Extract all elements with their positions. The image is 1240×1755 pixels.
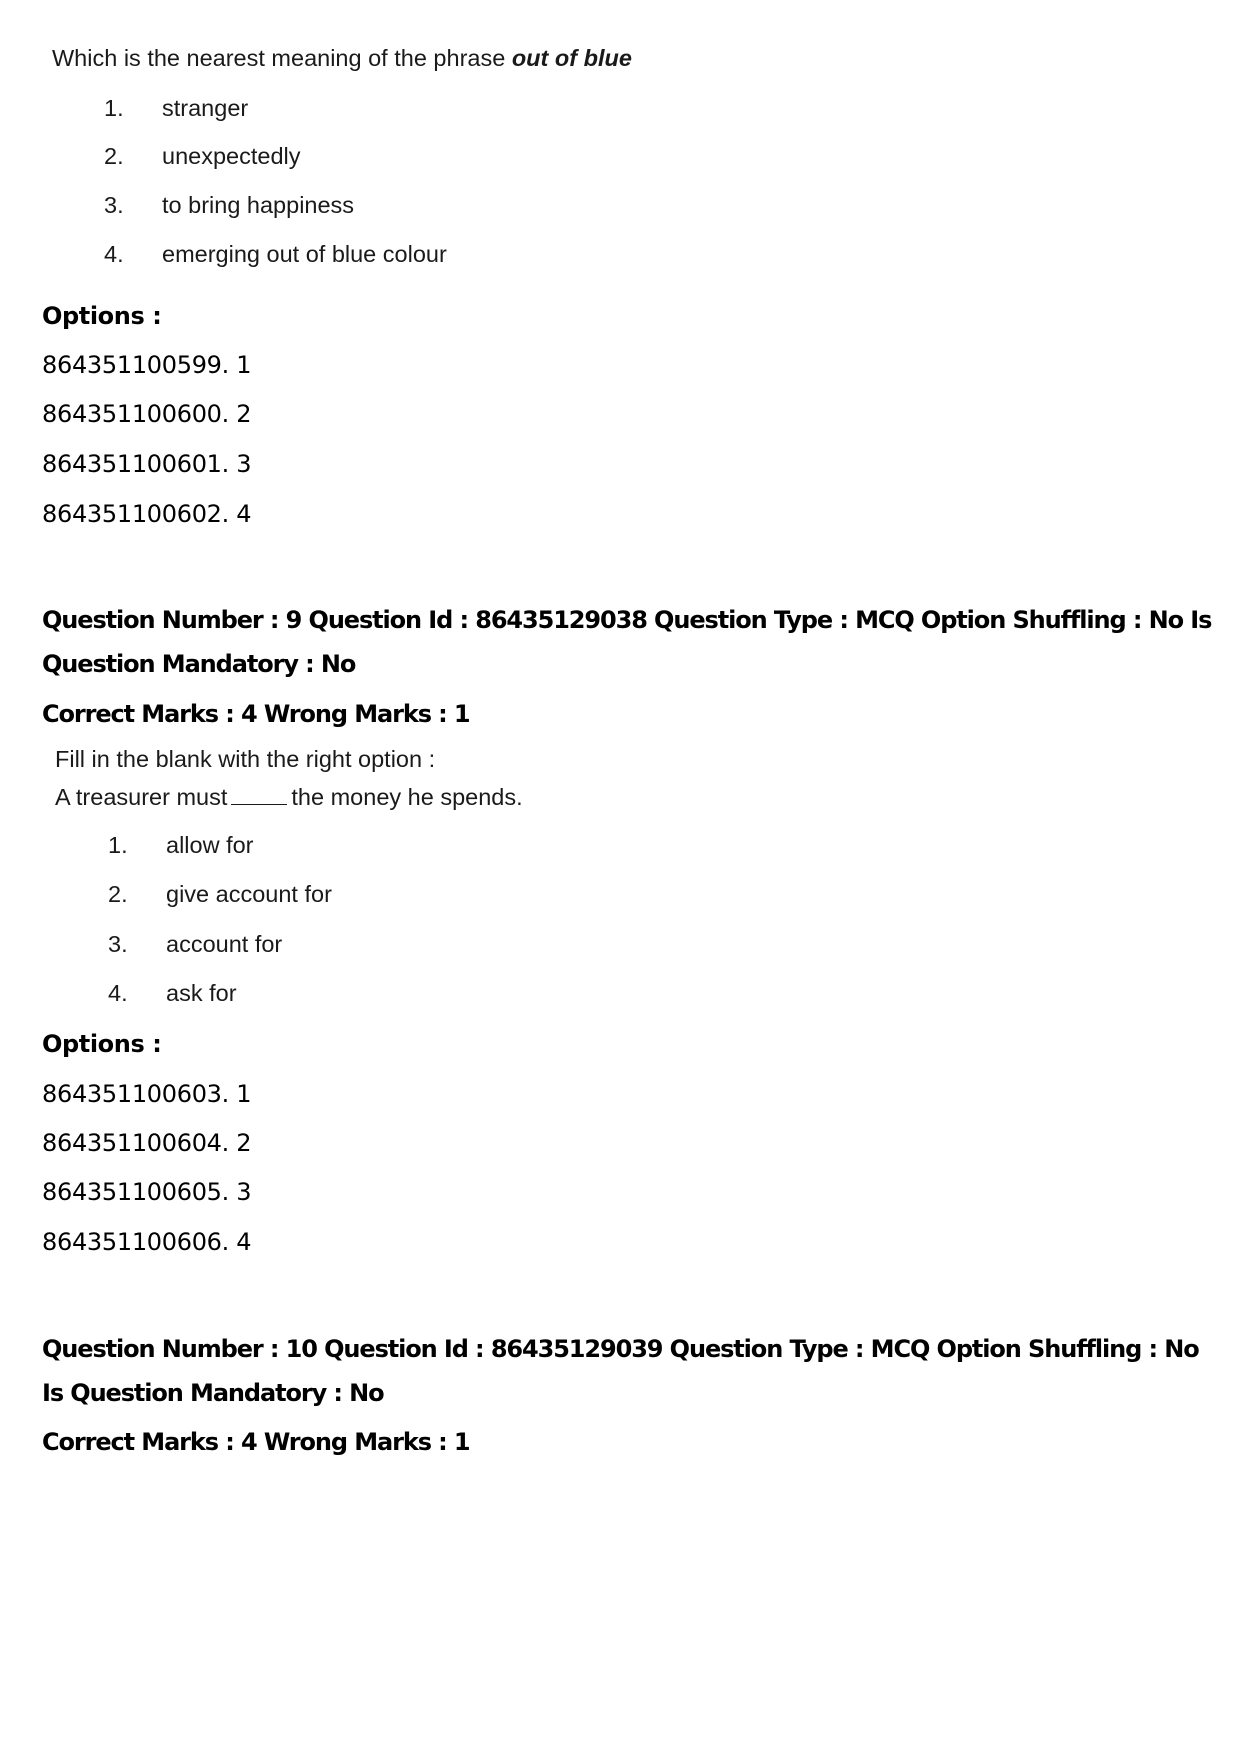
question-8-stem <box>52 45 632 72</box>
question-8-stem-text: Which is the nearest meaning of the phrase <box>52 45 512 71</box>
choice-text: to bring happiness <box>162 192 355 218</box>
choice-number: 3. <box>104 192 124 218</box>
question-8-option-1: 864351100599. 1 <box>42 351 252 379</box>
choice-number: 4. <box>108 980 128 1006</box>
question-9-instruction: Fill in the blank with the right option : <box>55 746 436 772</box>
choice-number: 3. <box>108 931 128 957</box>
choice-text: unexpectedly <box>162 143 301 169</box>
question-9-option-1: 864351100603. 1 <box>42 1080 252 1108</box>
choice-number: 1. <box>108 832 128 858</box>
question-9-header-line-1: Question Number : 9 Question Id : 86435129038 Question Type : MCQ Option Shuffling : No Is <box>42 606 1212 634</box>
question-8-option-3: 864351100601. 3 <box>42 450 252 478</box>
fill-in-blank <box>231 786 287 805</box>
choice-number: 2. <box>108 881 128 907</box>
choice-number: 4. <box>104 241 124 267</box>
choice-text: emerging out of blue colour <box>162 241 447 267</box>
choice-number: 2. <box>104 143 124 169</box>
choice-text: ask for <box>166 980 237 1006</box>
question-10-marks: Correct Marks : 4 Wrong Marks : 1 <box>42 1428 470 1456</box>
question-9-option-4: 864351100606. 4 <box>42 1228 252 1256</box>
question-10-header-line-1: Question Number : 10 Question Id : 86435129039 Question Type : MCQ Option Shuffling : No <box>42 1335 1199 1363</box>
question-8-stem-phrase: out of blue <box>511 45 632 71</box>
question-9-sentence <box>55 784 523 811</box>
choice-text: stranger <box>162 95 249 121</box>
choice-number: 1. <box>104 95 124 121</box>
choice-text: allow for <box>166 832 254 858</box>
question-10-header-line-2: Is Question Mandatory : No <box>42 1379 384 1407</box>
question-9-option-3: 864351100605. 3 <box>42 1178 252 1206</box>
choice-text: account for <box>166 931 283 957</box>
choice-text: give account for <box>166 881 332 907</box>
question-9-options-label: Options : <box>42 1030 162 1058</box>
question-9-option-2: 864351100604. 2 <box>42 1129 252 1157</box>
sentence-after-blank: the money he spends. <box>291 784 523 810</box>
question-8-option-4: 864351100602. 4 <box>42 500 252 528</box>
question-8-option-2: 864351100600. 2 <box>42 400 252 428</box>
question-9-header-line-2: Question Mandatory : No <box>42 650 356 678</box>
question-9-marks: Correct Marks : 4 Wrong Marks : 1 <box>42 700 470 728</box>
question-8-options-label: Options : <box>42 302 162 330</box>
sentence-before-blank: A treasurer must <box>55 784 228 810</box>
